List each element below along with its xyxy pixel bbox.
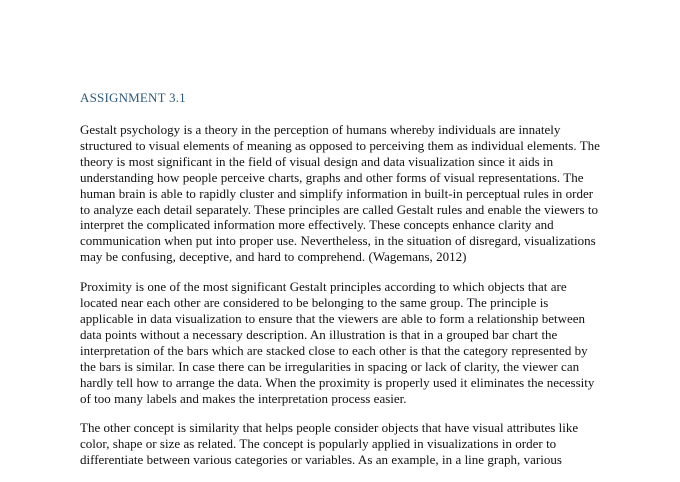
document-body xyxy=(80,90,600,482)
paragraph-similarity: The other concept is similarity that helps people consider objects that have visual attributes like color, shape or size as related. The concept is popularly applied in visualizations in order to differentiate between various categories or variables. As an example, in a line graph, various xyxy=(80,420,579,468)
paragraph-gestalt-intro: Gestalt psychology is a theory in the perception of humans whereby individuals are innately structured to visual elements of meaning as opposed to perceiving them as individual elements. The theory is most significant in the field of visual design and data visualization since it aids in understanding how people perceive charts, graphs and other forms of visual representations. The human brain is able to rapidly cluster and simplify information in built-in perceptual rules in order to analyze each detail separately. These principles are called Gestalt rules and enable the viewers to interpret the complicated information more effectively. These concepts enhance clarity and communication when put into proper use. Nevertheless, in the situation of disregard, visualizations may be confusing, deceptive, and hard to comprehend. (Wagemans, 2012) xyxy=(80,122,600,265)
assignment-heading: ASSIGNMENT 3.1 xyxy=(80,90,186,105)
paragraph-proximity: Proximity is one of the most significant Gestalt principles according to which objects that are located near each other are considered to be belonging to the same group. The principle is applicable in data visualization to ensure that the viewers are able to form a relationship between data points without a necessary description. An illustration is that in a grouped bar chart the interpretation of the bars which are stacked close to each other is that the category represented by the bars is similar. In case there can be irregularities in spacing or lack of clarity, the viewer can hardly tell how to arrange the data. When the proximity is properly used it eliminates the necessity of too many labels and makes the interpretation process easier. xyxy=(80,279,595,406)
